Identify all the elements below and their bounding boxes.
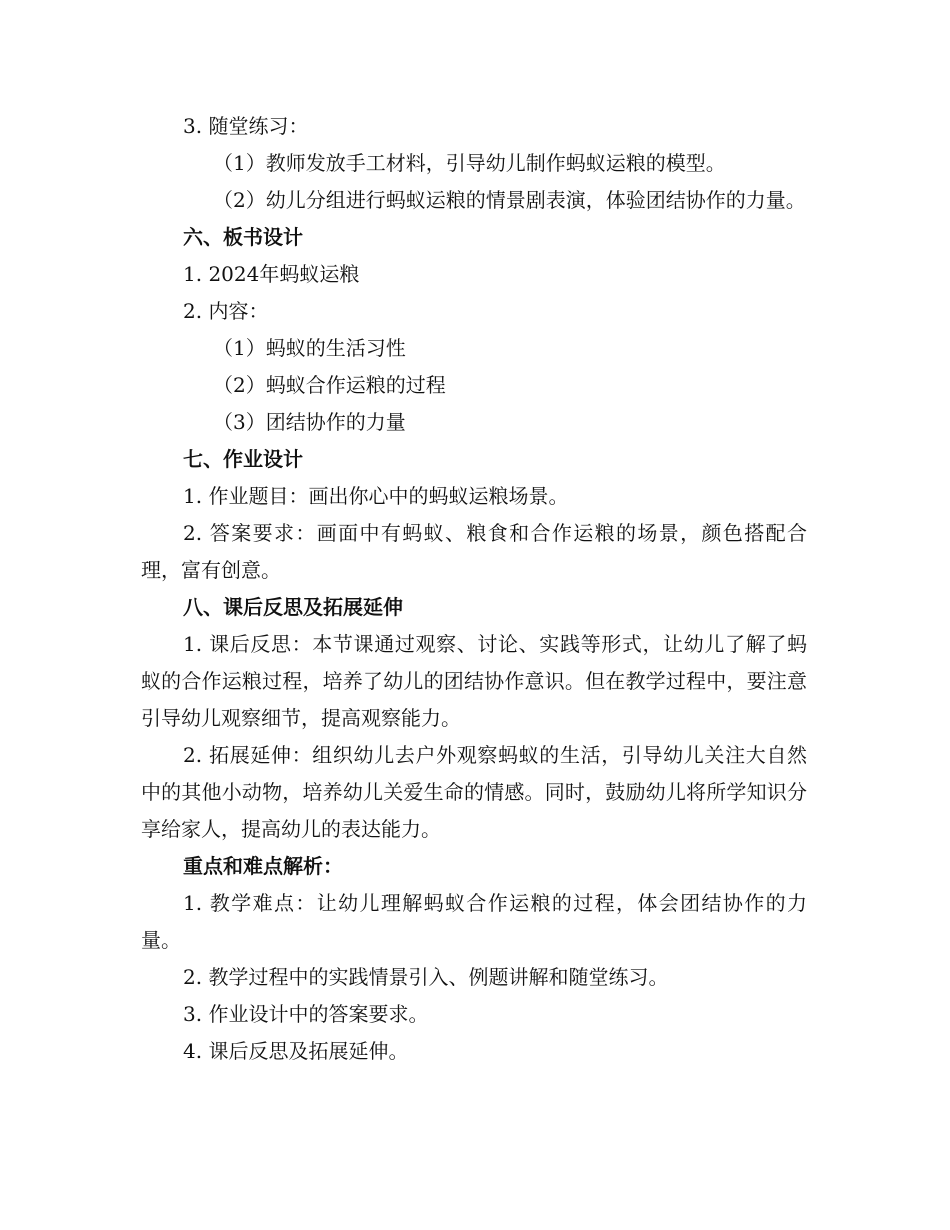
board-subitem-2: （2）蚂蚁合作运粮的过程 [213,373,446,397]
key-point-4: 4. 课后反思及拓展延伸。 [183,1039,409,1063]
homework-requirements: 2. 答案要求：画面中有蚂蚁、粮食和合作运粮的场景，颜色搭配合理，富有创意。 [141,521,807,582]
section-heading-board-design: 六、板书设计 [183,225,303,249]
board-subitem-3: （3）团结协作的力量 [213,410,406,434]
reflection-paragraph: 1. 课后反思：本节课通过观察、讨论、实践等形式，让幼儿了解了蚂蚁的合作运粮过程，培养了幼儿的团结协作意识。但在教学过程中，要注意引导幼儿观察细节，提高观察能力。 [141,632,807,730]
board-item-content: 2. 内容： [183,299,269,323]
document-body [141,108,807,1070]
practice-item-1: （1）教师发放手工材料，引导幼儿制作蚂蚁运粮的模型。 [213,151,726,175]
board-item-title: 1. 2024年蚂蚁运粮 [183,262,360,286]
practice-item-2: （2）幼儿分组进行蚂蚁运粮的情景剧表演，体验团结协作的力量。 [213,188,806,212]
key-point-1: 1. 教学难点：让幼儿理解蚂蚁合作运粮的过程，体会团结协作的力量。 [141,891,807,952]
section-heading-reflection: 八、课后反思及拓展延伸 [183,595,403,619]
section-heading-homework: 七、作业设计 [183,447,303,471]
extension-paragraph: 2. 拓展延伸：组织幼儿去户外观察蚂蚁的生活，引导幼儿关注大自然中的其他小动物，培养幼儿关爱生命的情感。同时，鼓励幼儿将所学知识分享给家人，提高幼儿的表达能力。 [141,743,807,841]
board-subitem-1: （1）蚂蚁的生活习性 [213,336,406,360]
key-points-heading: 重点和难点解析： [183,854,343,878]
key-point-3: 3. 作业设计中的答案要求。 [183,1002,429,1026]
key-point-2: 2. 教学过程中的实践情景引入、例题讲解和随堂练习。 [183,965,669,989]
homework-topic: 1. 作业题目：画出你心中的蚂蚁运粮场景。 [183,484,569,508]
practice-heading: 3. 随堂练习： [183,114,309,138]
